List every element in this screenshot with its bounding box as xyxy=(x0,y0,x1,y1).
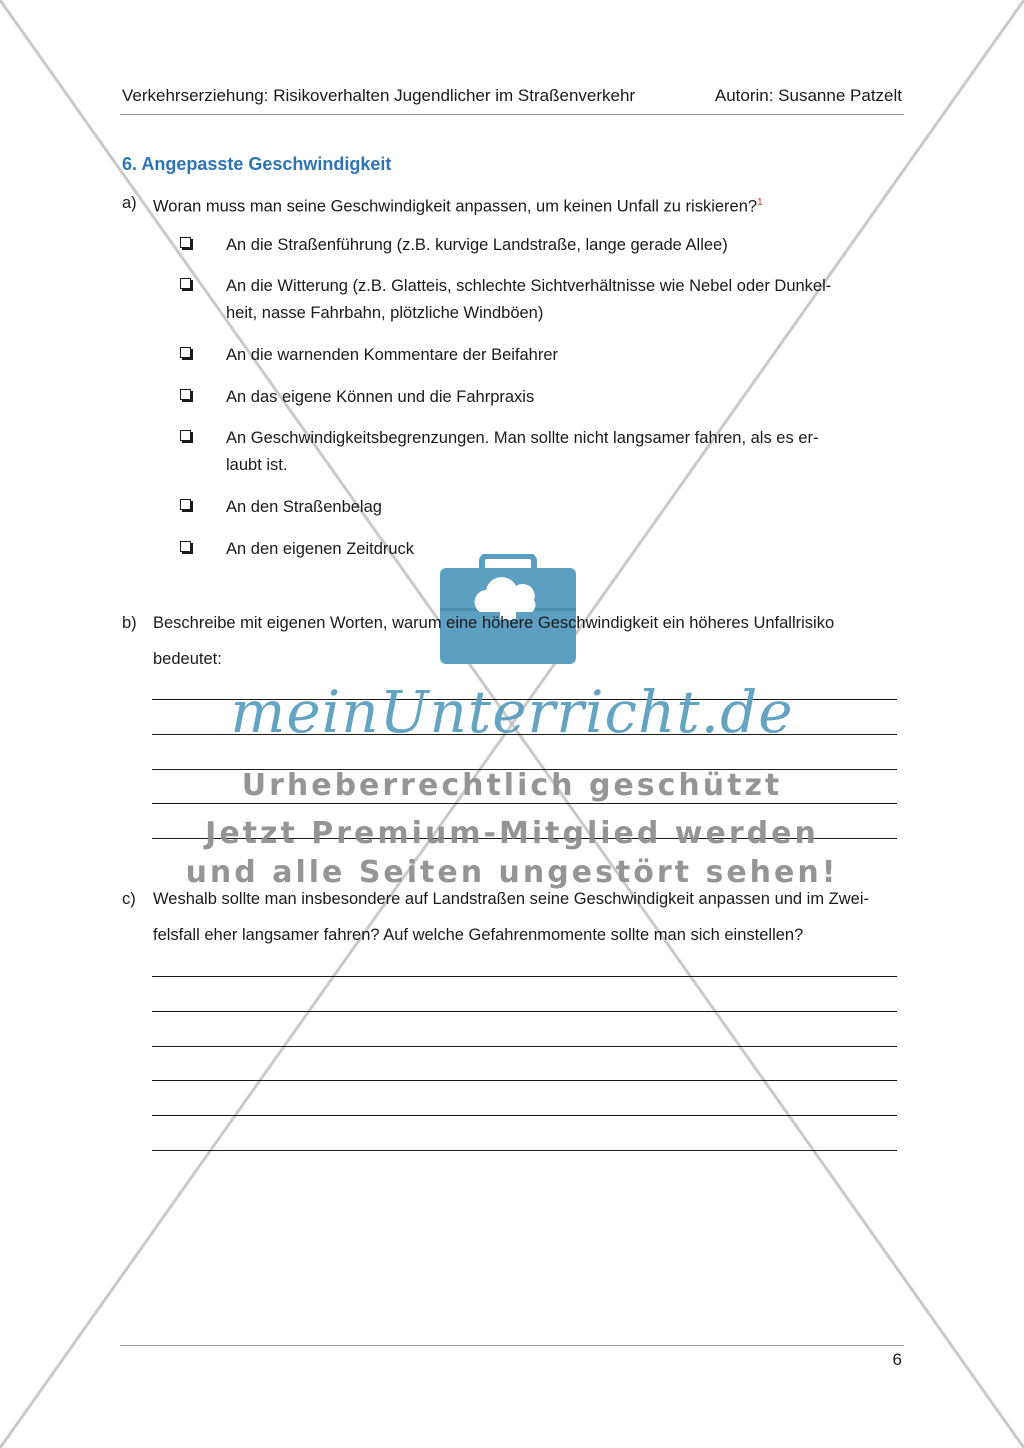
question-c-text: Weshalb sollte man insbesondere auf Landstraßen seine Geschwindigkeit anpassen und im Zwei- felsfall eher langsamer fahren? Auf welche Gefahrenmomente sollte man sich einstellen? xyxy=(153,890,870,944)
header-author: Autorin: Susanne Patzelt xyxy=(714,86,902,105)
checkbox[interactable] xyxy=(180,278,191,289)
answer-line[interactable] xyxy=(152,1080,897,1081)
answer-line[interactable] xyxy=(152,1150,897,1151)
question-b-text: Beschreibe mit eigenen Worten, warum eine höhere Geschwindigkeit ein höheres Unfallrisiko bedeutet: xyxy=(153,614,835,668)
watermark-unlock: und alle Seiten ungestört sehen! xyxy=(185,855,839,890)
option-label: An den eigenen Zeitdruck xyxy=(226,540,415,558)
answer-line[interactable] xyxy=(152,803,897,804)
answer-line[interactable] xyxy=(152,976,897,977)
option-label: An den Straßenbelag xyxy=(226,498,382,516)
section-title: 6. Angepasste Geschwindigkeit xyxy=(122,154,392,174)
checkbox[interactable] xyxy=(180,237,191,248)
checkbox[interactable] xyxy=(180,347,191,358)
question-a-text xyxy=(153,188,869,222)
header-divider xyxy=(120,114,904,115)
watermark-brand: meinUnterricht.de xyxy=(230,678,794,746)
option-label: An die Witterung (z.B. Glatteis, schlechte Sichtverhältnisse wie Nebel oder Dunkel- heit, nasse Fahrbahn, plötzliche Windböen) xyxy=(226,277,832,322)
option-label: An Geschwindigkeitsbegrenzungen. Man sollte nicht langsamer fahren, als es er- laubt ist. xyxy=(226,429,819,474)
option-label: An die Straßenführung (z.B. kurvige Landstraße, lange gerade Allee) xyxy=(226,236,728,254)
question-c-label: c) xyxy=(122,890,136,908)
answer-line[interactable] xyxy=(152,1011,897,1012)
option-label: An das eigene Können und die Fahrpraxis xyxy=(226,388,535,406)
checkbox[interactable] xyxy=(180,430,191,441)
question-b-label: b) xyxy=(122,614,137,632)
answer-line[interactable] xyxy=(152,1115,897,1116)
watermark-copyright: Urheberrechtlich geschützt xyxy=(241,768,783,803)
checkbox[interactable] xyxy=(180,389,191,400)
answer-line[interactable] xyxy=(152,1046,897,1047)
footnote-ref[interactable]: 1 xyxy=(757,197,763,208)
watermark-premium: Jetzt Premium-Mitglied werden xyxy=(205,816,819,851)
footer-divider xyxy=(120,1345,904,1346)
header-title: Verkehrserziehung: Risikoverhalten Jugendlicher im Straßenverkehr xyxy=(122,86,636,105)
question-a-prompt: Woran muss man seine Geschwindigkeit anpassen, um keinen Unfall zu riskieren? xyxy=(153,197,758,216)
checkbox[interactable] xyxy=(180,541,191,552)
option-label: An die warnenden Kommentare der Beifahrer xyxy=(226,346,559,364)
page-number: 6 xyxy=(892,1350,902,1369)
checkbox[interactable] xyxy=(180,499,191,510)
question-a-label: a) xyxy=(122,194,137,212)
